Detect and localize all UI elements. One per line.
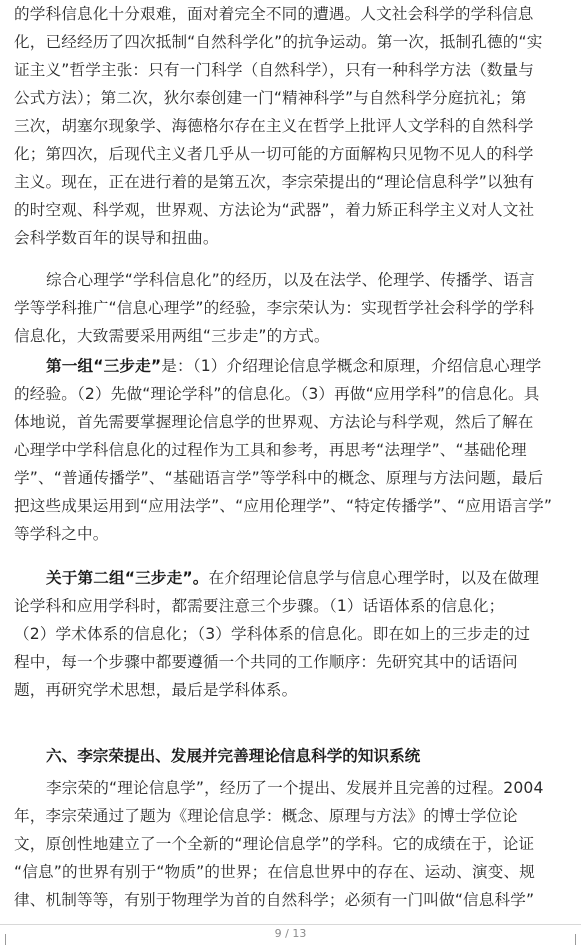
text-line: 的学科信息化十分艰难，面对着完全不同的遭遇。人文社会科学的学科信息 (14, 5, 534, 23)
text-line: 的时空观、科学观，世界观、方法论为“武器”，着力矫正科学主义对人文社 (14, 201, 535, 219)
text-line: 三次，胡塞尔现象学、海德格尔存在主义在哲学上批评人文学科的自然科学 (14, 117, 534, 135)
text-line: 学等学科推广“信息心理学”的经验，李宗荣认为：实现哲学社会科学的学科 (14, 299, 535, 317)
text-line: 心理学中学科信息化的过程作为工具和参考，再思考“法理学”、“基础伦理 (14, 441, 527, 459)
bold-lead: 关于第二组“三步走”。 (46, 569, 209, 587)
page-divider (0, 924, 581, 925)
text-line: 学”、“普通传播学”、“基础语言学”等学科中的概念、原理与方法问题，最后 (14, 469, 544, 487)
text-line: （2）学术体系的信息化；（3）学科体系的信息化。即在如上的三步走的过 (14, 625, 531, 643)
text-line: 公式方法）；第二次，狄尔泰创建一门“精神科学”与自然科学分庭抗礼；第 (14, 89, 527, 107)
text-line: 会科学数百年的误导和扭曲。 (14, 229, 219, 247)
text-line: 程中，每一个步骤中都要遵循一个共同的工作顺序：先研究其中的话语问 (14, 653, 518, 671)
section-heading: 六、李宗荣提出、发展并完善理论信息科学的知识系统 (46, 747, 421, 765)
text-line: 化；第四次，后现代主义者几乎从一切可能的方面解构只见物不见人的科学 (14, 145, 534, 163)
page-number: 9 / 13 (274, 927, 307, 940)
text-line: 年，李宗荣通过了题为《理论信息学：概念、原理与方法》的博士学位论 (14, 807, 518, 825)
text-run: 是：（1）介绍理论信息学概念和原理，介绍信息心理学 (161, 357, 542, 375)
text-run: 在介绍理论信息学与信息心理学时，以及在做理 (208, 569, 540, 587)
text-line (46, 352, 541, 380)
text-line: 的经验。（2）先做“理论学科”的信息化。（3）再做“应用学科”的信息化。具 (14, 385, 540, 403)
text-line: 律、机制等等，有别于物理学为首的自然科学；必须有一门叫做“信息科学” (14, 891, 535, 909)
text-line: 证主义”哲学主张：只有一门科学（自然科学），只有一种科学方法（数量与 (14, 61, 534, 79)
text-line: 主义。现在，正在进行着的是第五次，李宗荣提出的“理论信息科学”以独有 (14, 173, 535, 191)
text-line: 论学科和应用学科时，都需要注意三个步骤。（1）话语体系的信息化； (14, 597, 505, 615)
text-line: “信息”的世界有别于“物质”的世界；在信息世界中的存在、运动、演变、规 (14, 863, 535, 881)
text-line: 等学科之中。 (14, 525, 109, 543)
text-line: 题，再研究学术思想，最后是学科体系。 (14, 681, 298, 699)
text-line: 文，原创性地建立了一个全新的“理论信息学”的学科。它的成绩在于，论证 (14, 835, 535, 853)
text-line: 李宗荣的“理论信息学”，经历了一个提出、发展并且完善的过程。2004 (46, 779, 544, 797)
bold-lead: 第一组“三步走” (46, 357, 162, 375)
text-line: 信息化，大致需要采用两组“三步走”的方式。 (14, 327, 330, 345)
text-line: 综合心理学“学科信息化”的经历，以及在法学、伦理学、传播学、语言 (46, 271, 535, 289)
text-line: 把这些成果运用到“应用法学”、“应用伦理学”、“特定传播学”、“应用语言学” (14, 497, 553, 515)
text-line: 体地说，首先需要掌握理论信息学的世界观、方法论与科学观，然后了解在 (14, 413, 534, 431)
text-line: 化，已经经历了四次抵制“自然科学化”的抗争运动。第一次，抵制孔德的“实 (14, 33, 543, 51)
text-line (46, 564, 539, 592)
